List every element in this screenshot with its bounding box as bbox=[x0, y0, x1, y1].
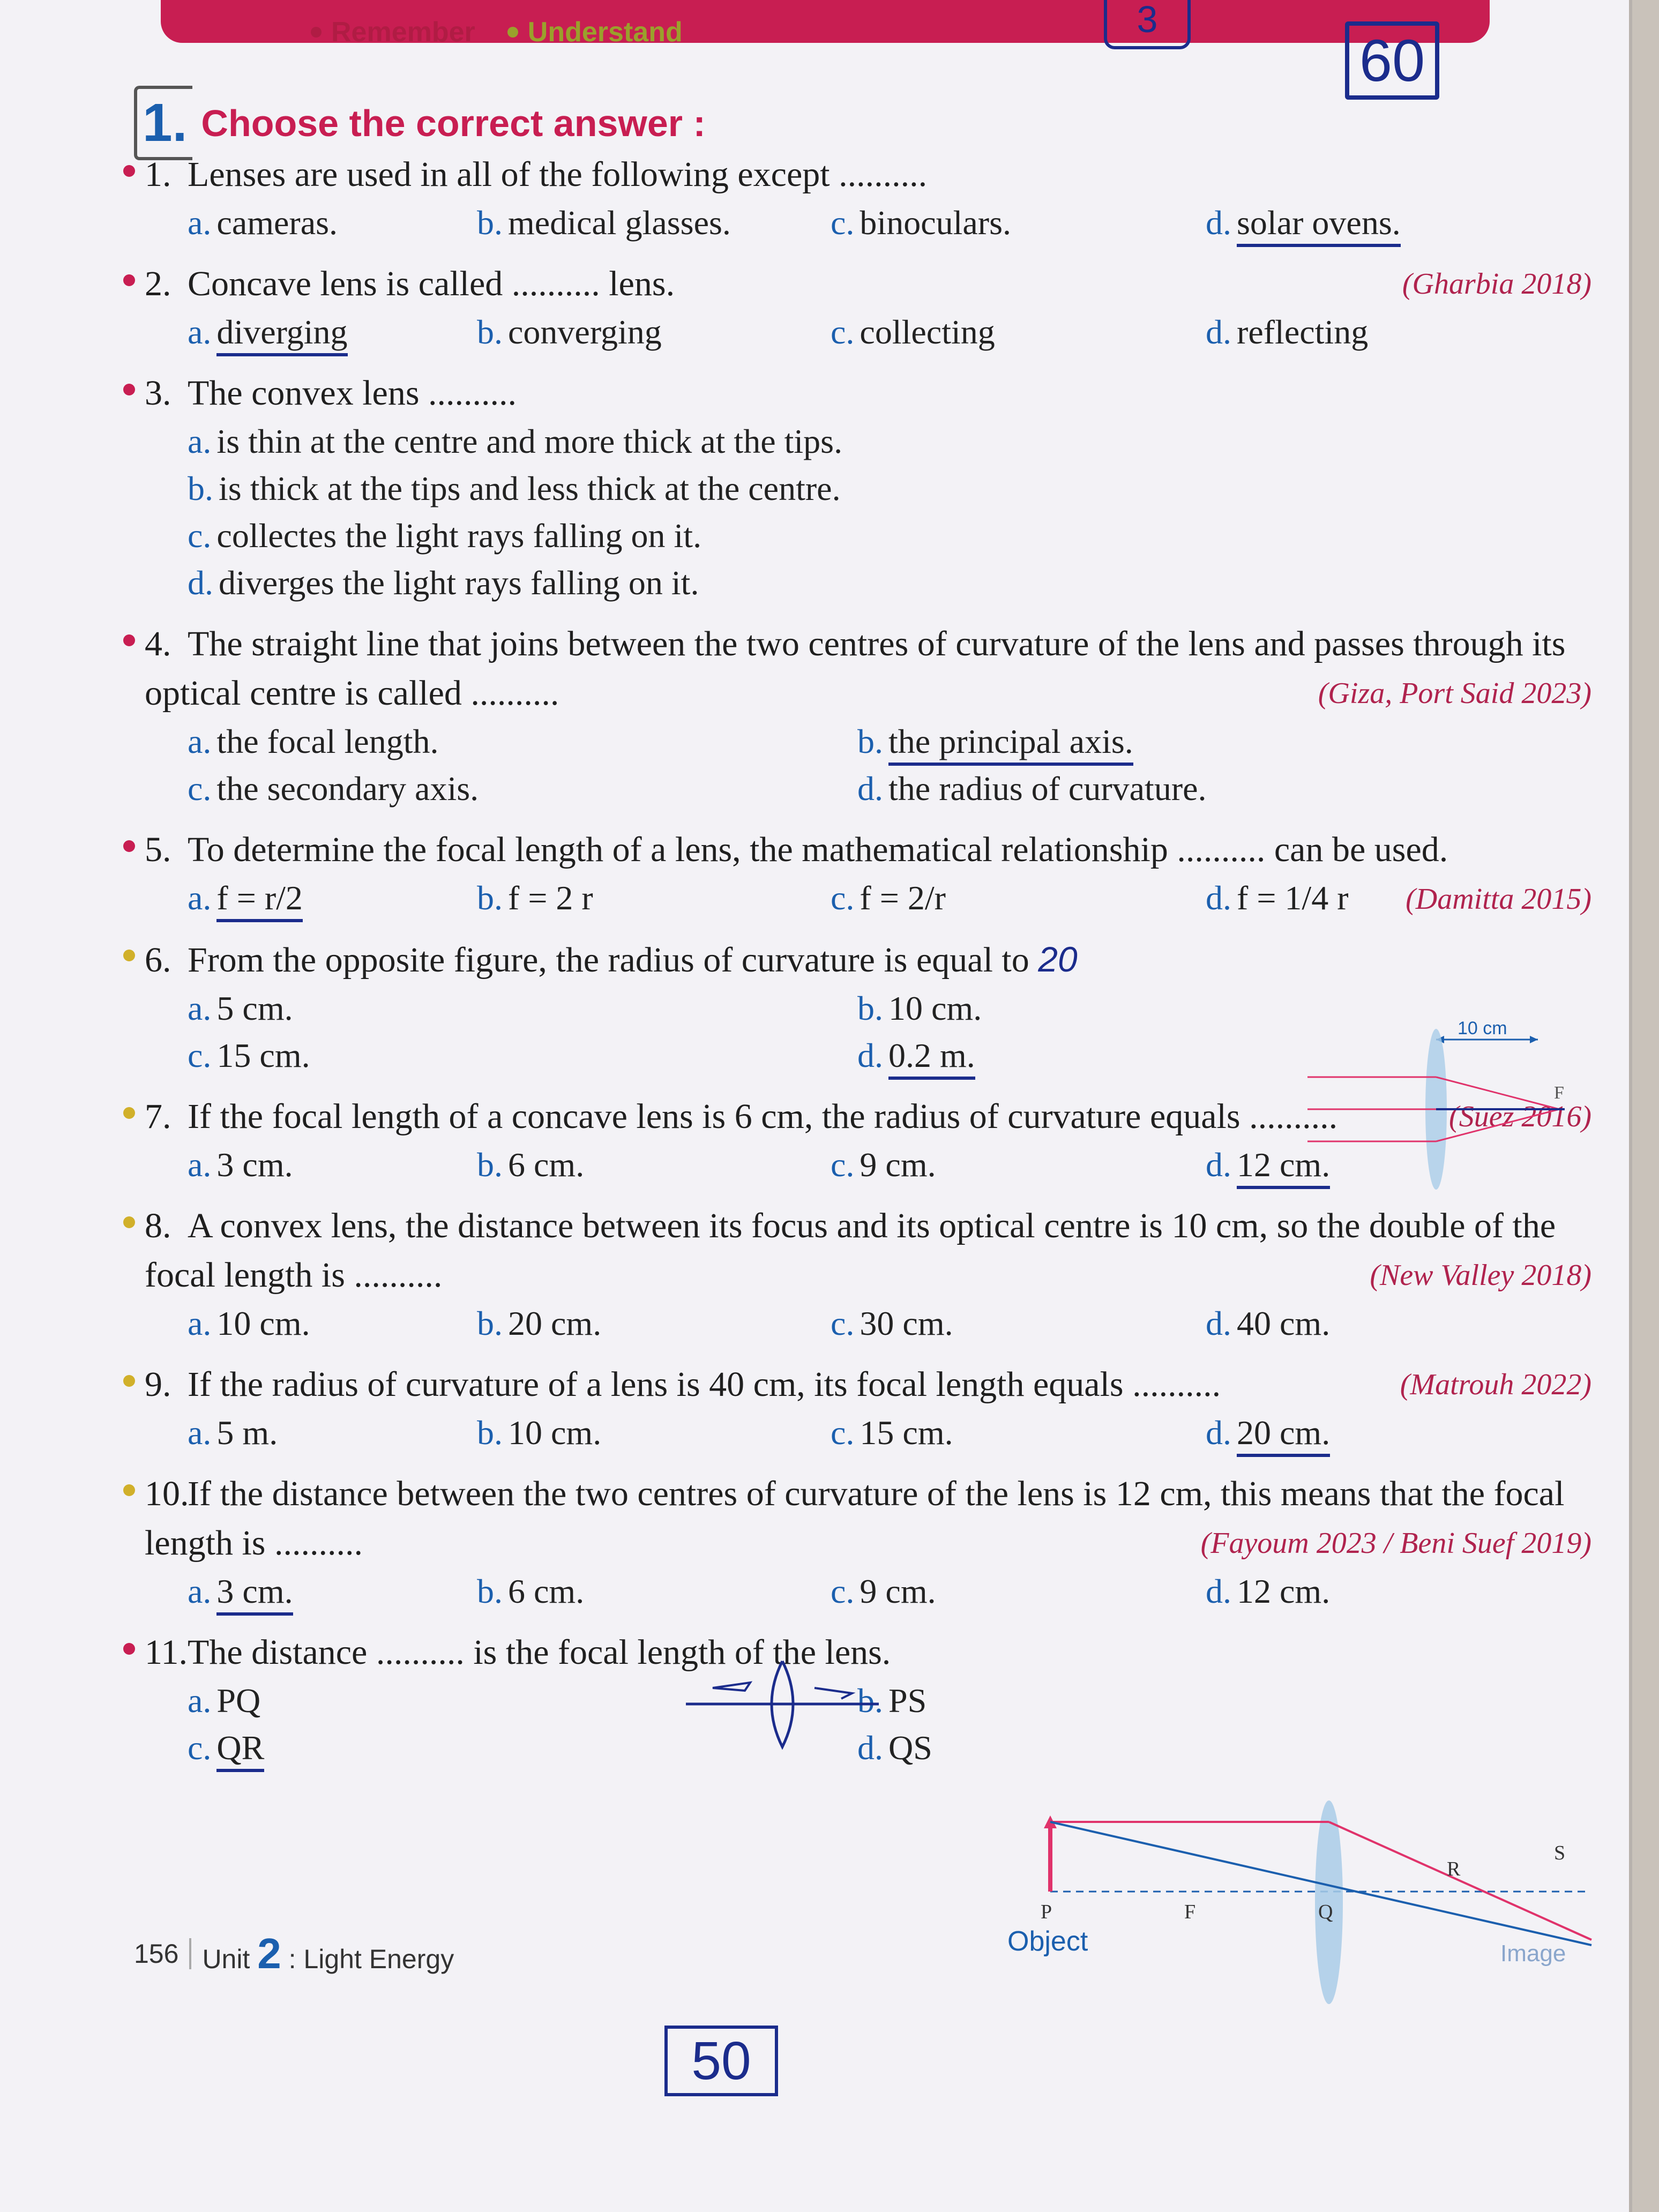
question-stem: 2. Concave lens is called .......... lens. (Gharbia 2018) bbox=[145, 259, 1591, 309]
option-a[interactable]: a. 10 cm. bbox=[188, 1304, 310, 1342]
option-c[interactable]: c. QR bbox=[188, 1724, 857, 1772]
option-a[interactable]: a. diverging bbox=[188, 309, 477, 356]
option-c[interactable]: c. the secondary axis. bbox=[188, 769, 479, 808]
option-c[interactable]: c. 30 cm. bbox=[831, 1304, 953, 1342]
question-stem: 7. If the focal length of a concave lens is 6 cm, the radius of curvature equals .......... (Suez 2016) bbox=[145, 1092, 1591, 1141]
option-b[interactable]: b. converging bbox=[477, 313, 662, 351]
option-c[interactable]: c. 15 cm. bbox=[188, 1036, 310, 1074]
page-number: 156 bbox=[123, 1938, 191, 1969]
tag-understand: Understand bbox=[507, 16, 683, 48]
question-stem: 11.The distance .......... is the focal length of the lens. bbox=[145, 1633, 891, 1672]
option-d[interactable]: d. 12 cm. bbox=[1206, 1141, 1581, 1189]
options bbox=[188, 1568, 1591, 1615]
option-b[interactable]: b. 10 cm. bbox=[857, 989, 982, 1027]
question-source: (Suez 2016) bbox=[1449, 1100, 1591, 1133]
option-a[interactable]: a. f = r/2 bbox=[188, 875, 477, 922]
option-c[interactable]: c. collectes the light rays falling on it. bbox=[188, 517, 702, 555]
option-a[interactable]: a. PQ bbox=[188, 1682, 261, 1720]
figure-q10-sketch bbox=[681, 1650, 884, 1752]
option-d[interactable]: d. 0.2 m. bbox=[857, 1032, 1527, 1079]
option-c[interactable]: c. 9 cm. bbox=[831, 1146, 936, 1184]
question-stem: 5. To determine the focal length of a lens, the mathematical relationship .......... can be used. (Damitta 2015) bbox=[145, 825, 1591, 875]
question-bullet bbox=[123, 1216, 135, 1228]
skill-tags bbox=[311, 16, 683, 48]
fig6-focus-label: F bbox=[1554, 1083, 1564, 1103]
question-stem: 10.If the distance between the two centres of curvature of the lens is 12 cm, this means that the focal length is .......... (Fayoum 2023 / Beni Suef 2019) bbox=[145, 1469, 1591, 1568]
fig6-dimension: 10 cm bbox=[1458, 1018, 1507, 1038]
handwritten-score: 60 bbox=[1345, 21, 1439, 100]
options bbox=[188, 1300, 1591, 1347]
option-b[interactable]: b. 20 cm. bbox=[477, 1304, 602, 1342]
handwritten-answer: 20 bbox=[1038, 939, 1078, 979]
unit-label: Unit 2 : Light Energy bbox=[202, 1930, 454, 1977]
question-bullet bbox=[123, 165, 135, 177]
option-c[interactable]: c. 9 cm. bbox=[831, 1572, 936, 1610]
question-source: (Fayoum 2023 / Beni Suef 2019) bbox=[1200, 1527, 1591, 1560]
question-10 bbox=[145, 1469, 1591, 1615]
option-b[interactable]: b. 10 cm. bbox=[477, 1414, 602, 1452]
question-stem: 8. A convex lens, the distance between its focus and its optical centre is 10 cm, so the double of the focal length is .......... (New Valley 2018) bbox=[145, 1201, 1591, 1300]
figure-q6-lens bbox=[1307, 1018, 1586, 1190]
section-title: Choose the correct answer : bbox=[201, 102, 706, 144]
option-a[interactable]: a. 5 m. bbox=[188, 1414, 278, 1452]
question-stem: 3. The convex lens .......... bbox=[145, 373, 517, 413]
question-9 bbox=[145, 1360, 1591, 1456]
options bbox=[188, 1409, 1591, 1456]
question-list bbox=[145, 150, 1591, 1784]
fig11-label-q: Q bbox=[1318, 1901, 1333, 1923]
question-stem: 6. From the opposite figure, the radius of curvature is equal to 20 bbox=[145, 939, 1078, 980]
option-a[interactable]: a. 3 cm. bbox=[188, 1146, 293, 1184]
question-source: (Matrouh 2022) bbox=[1400, 1368, 1591, 1401]
option-b[interactable]: b. 6 cm. bbox=[477, 1146, 585, 1184]
options bbox=[188, 875, 1406, 922]
section-heading bbox=[134, 86, 706, 160]
question-stem: 1. Lenses are used in all of the following except .......... bbox=[145, 155, 928, 194]
option-d[interactable]: d. QS bbox=[857, 1729, 932, 1767]
question-source: (Gharbia 2018) bbox=[1402, 267, 1591, 301]
question-source: (Damitta 2015) bbox=[1406, 883, 1591, 916]
question-5 bbox=[145, 825, 1591, 922]
question-stem: 4. The straight line that joins between the two centres of curvature of the lens and passes through its optical centre is called .......... (Giza, Port Said 2023) bbox=[145, 619, 1591, 718]
question-bullet bbox=[123, 950, 135, 961]
question-8 bbox=[145, 1201, 1591, 1347]
question-bullet bbox=[123, 1375, 135, 1387]
figure-q11-ray-diagram bbox=[997, 1800, 1597, 2004]
question-2 bbox=[145, 259, 1591, 356]
fig11-label-f: F bbox=[1184, 1901, 1196, 1923]
option-a[interactable]: a. cameras. bbox=[188, 204, 338, 242]
option-a[interactable]: a. 5 cm. bbox=[188, 989, 293, 1027]
option-b[interactable]: b. f = 2 r bbox=[477, 879, 593, 917]
question-4 bbox=[145, 619, 1591, 812]
question-bullet bbox=[123, 274, 135, 286]
question-bullet bbox=[123, 384, 135, 395]
option-a[interactable]: a. 3 cm. bbox=[188, 1568, 477, 1615]
question-bullet bbox=[123, 840, 135, 852]
option-c[interactable]: c. f = 2/r bbox=[831, 879, 946, 917]
option-d[interactable]: d. solar ovens. bbox=[1206, 199, 1581, 246]
handwritten-stamp: 50 bbox=[664, 2026, 778, 2096]
fig11-object-label: Object bbox=[1007, 1926, 1088, 1957]
options bbox=[188, 1677, 1591, 1772]
option-d[interactable]: d. f = 1/4 r bbox=[1206, 879, 1349, 917]
options bbox=[188, 418, 1591, 607]
options bbox=[188, 199, 1591, 246]
option-c[interactable]: c. binoculars. bbox=[831, 204, 1011, 242]
page-footer bbox=[123, 1929, 454, 1978]
option-d[interactable]: d. reflecting bbox=[1206, 313, 1369, 351]
option-d[interactable]: d. diverges the light rays falling on it. bbox=[188, 564, 699, 602]
tag-remember: Remember bbox=[311, 16, 475, 48]
question-source: (Giza, Port Said 2023) bbox=[1318, 677, 1591, 710]
fig11-label-p: P bbox=[1041, 1901, 1052, 1923]
options bbox=[188, 718, 1591, 812]
option-a[interactable]: a. is thin at the centre and more thick at the tips. bbox=[188, 422, 843, 460]
option-b[interactable]: b. medical glasses. bbox=[477, 204, 731, 242]
handwritten-mark: 3 bbox=[1104, 0, 1191, 49]
option-d[interactable]: d. 20 cm. bbox=[1206, 1409, 1581, 1456]
option-d[interactable]: d. 12 cm. bbox=[1206, 1572, 1331, 1610]
question-bullet bbox=[123, 1484, 135, 1496]
section-number: 1. bbox=[134, 86, 192, 160]
question-bullet bbox=[123, 1643, 135, 1655]
option-d[interactable]: d. the radius of curvature. bbox=[857, 769, 1207, 808]
option-d[interactable]: d. 40 cm. bbox=[1206, 1304, 1331, 1342]
option-b[interactable]: b. 6 cm. bbox=[477, 1572, 585, 1610]
question-bullet bbox=[123, 634, 135, 646]
option-c[interactable]: c. 15 cm. bbox=[831, 1414, 953, 1452]
question-bullet bbox=[123, 1107, 135, 1119]
fig11-label-r: R bbox=[1447, 1858, 1461, 1880]
option-c[interactable]: c. collecting bbox=[831, 313, 995, 351]
options bbox=[188, 309, 1591, 356]
question-3 bbox=[145, 369, 1591, 607]
option-b[interactable]: b. is thick at the tips and less thick at the centre. bbox=[188, 469, 841, 507]
question-stem: 9. If the radius of curvature of a lens is 40 cm, its focal length equals .......... (Matrouh 2022) bbox=[145, 1360, 1591, 1409]
fig11-image-label: Image bbox=[1500, 1940, 1566, 1967]
question-source: (New Valley 2018) bbox=[1370, 1259, 1591, 1292]
option-b[interactable]: b. the principal axis. bbox=[857, 718, 1527, 765]
question-1 bbox=[145, 150, 1591, 246]
options bbox=[188, 985, 1313, 1079]
fig11-label-s: S bbox=[1554, 1842, 1566, 1864]
option-a[interactable]: a. the focal length. bbox=[188, 722, 439, 760]
option-b[interactable]: b. PS bbox=[857, 1682, 927, 1720]
